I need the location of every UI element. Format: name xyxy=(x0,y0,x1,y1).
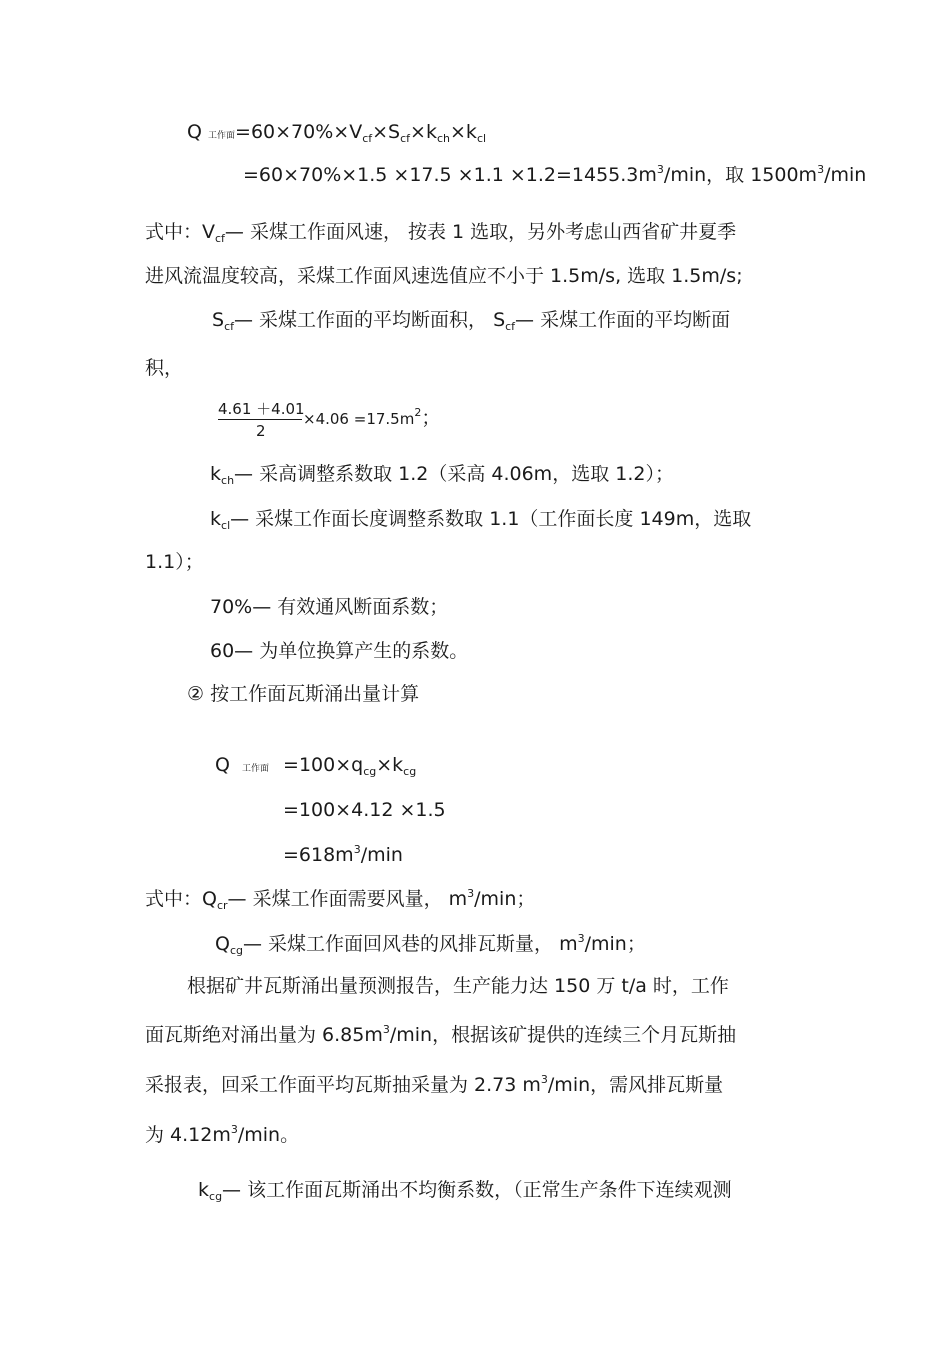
section-2-heading: ② 按工作面瓦斯涌出量计算 xyxy=(187,683,420,705)
formula-2-line-3: $=618m^3/\min$ xyxy=(283,843,403,866)
fraction-numerator: 4.61 ＋4.01 xyxy=(218,400,305,418)
paragraph-line-4: 为 $4.12m^3/\min$。 xyxy=(145,1123,300,1146)
paragraph-line-2: 面瓦斯绝对涌出量为 $6.85m^3/\min$，根据该矿提供的连续三个月瓦斯抽 xyxy=(145,1023,737,1046)
def-qcg: $Q_{cg}—$ 采煤工作面回风巷的风排瓦斯量， $m^3/\min$； xyxy=(215,932,646,957)
formula-1-line-2: $=60\times 70\%\times 1.5 \times 17.5 \times 1.1 \times 1.2=1455.3m^3/\min$，取 $1500m^3/\min$ xyxy=(243,163,867,186)
fraction-denominator: 2 xyxy=(256,422,266,440)
area-result: $\times 4.06 =17.5m^2$； xyxy=(303,406,441,429)
def-kcl-line-1: $k_{cl}—$ 采煤工作面长度调整系数取 1.1（工作面长度 149m，选取 xyxy=(210,508,752,532)
def-vcf-line-1: 式中：$V_{cf}—$ 采煤工作面风速， 按表 1 选取，另外考虑山西省矿井夏季 xyxy=(145,221,737,245)
fraction-bar xyxy=(218,419,302,420)
def-qcr: 式中：$Q_{cr}—$ 采煤工作面需要风量， $m^3/\min$； xyxy=(145,887,536,912)
def-kcg: $k_{cg}—$ 该工作面瓦斯涌出不均衡系数，（正常生产条件下连续观测 xyxy=(198,1179,732,1203)
def-70-percent: 70%— 有效通风断面系数； xyxy=(210,596,449,618)
def-vcf-line-2: 进风流温度较高，采煤工作面风速选值应不小于 1.5m/s, 选取 1.5m/s; xyxy=(145,265,743,287)
def-kch: $k_{ch}—$ 采高调整系数取 1.2（采高 4.06m，选取 1.2）； xyxy=(210,463,674,487)
def-scf-line-1: $S_{cf}—$ 采煤工作面的平均断面积， $S_{cf}—$ 采煤工作面的平均断面 xyxy=(212,309,731,333)
formula-1-line-1: Q 工作面$=60\times 70\%\times V_{cf}\times S_{cf}\times k_{ch}\times k_{cl}$ xyxy=(187,121,487,145)
def-60: 60— 为单位换算产生的系数。 xyxy=(210,640,469,662)
paragraph-line-1: 根据矿井瓦斯涌出量预测报告，生产能力达 150 万 t/a 时，工作 xyxy=(187,975,729,997)
paragraph-line-3: 采报表，回采工作面平均瓦斯抽采量为 2.73 $m^3/\min$，需风排瓦斯量 xyxy=(145,1073,724,1096)
formula-2-line-1: Q 工作面 $=100\times q_{cg}\times k_{cg}$ xyxy=(215,754,417,778)
formula-2-line-2: =100×4.12 ×1.5 xyxy=(283,799,446,821)
def-kcl-line-2: 1.1）； xyxy=(145,551,204,573)
def-scf-line-2: 积， xyxy=(145,357,184,379)
